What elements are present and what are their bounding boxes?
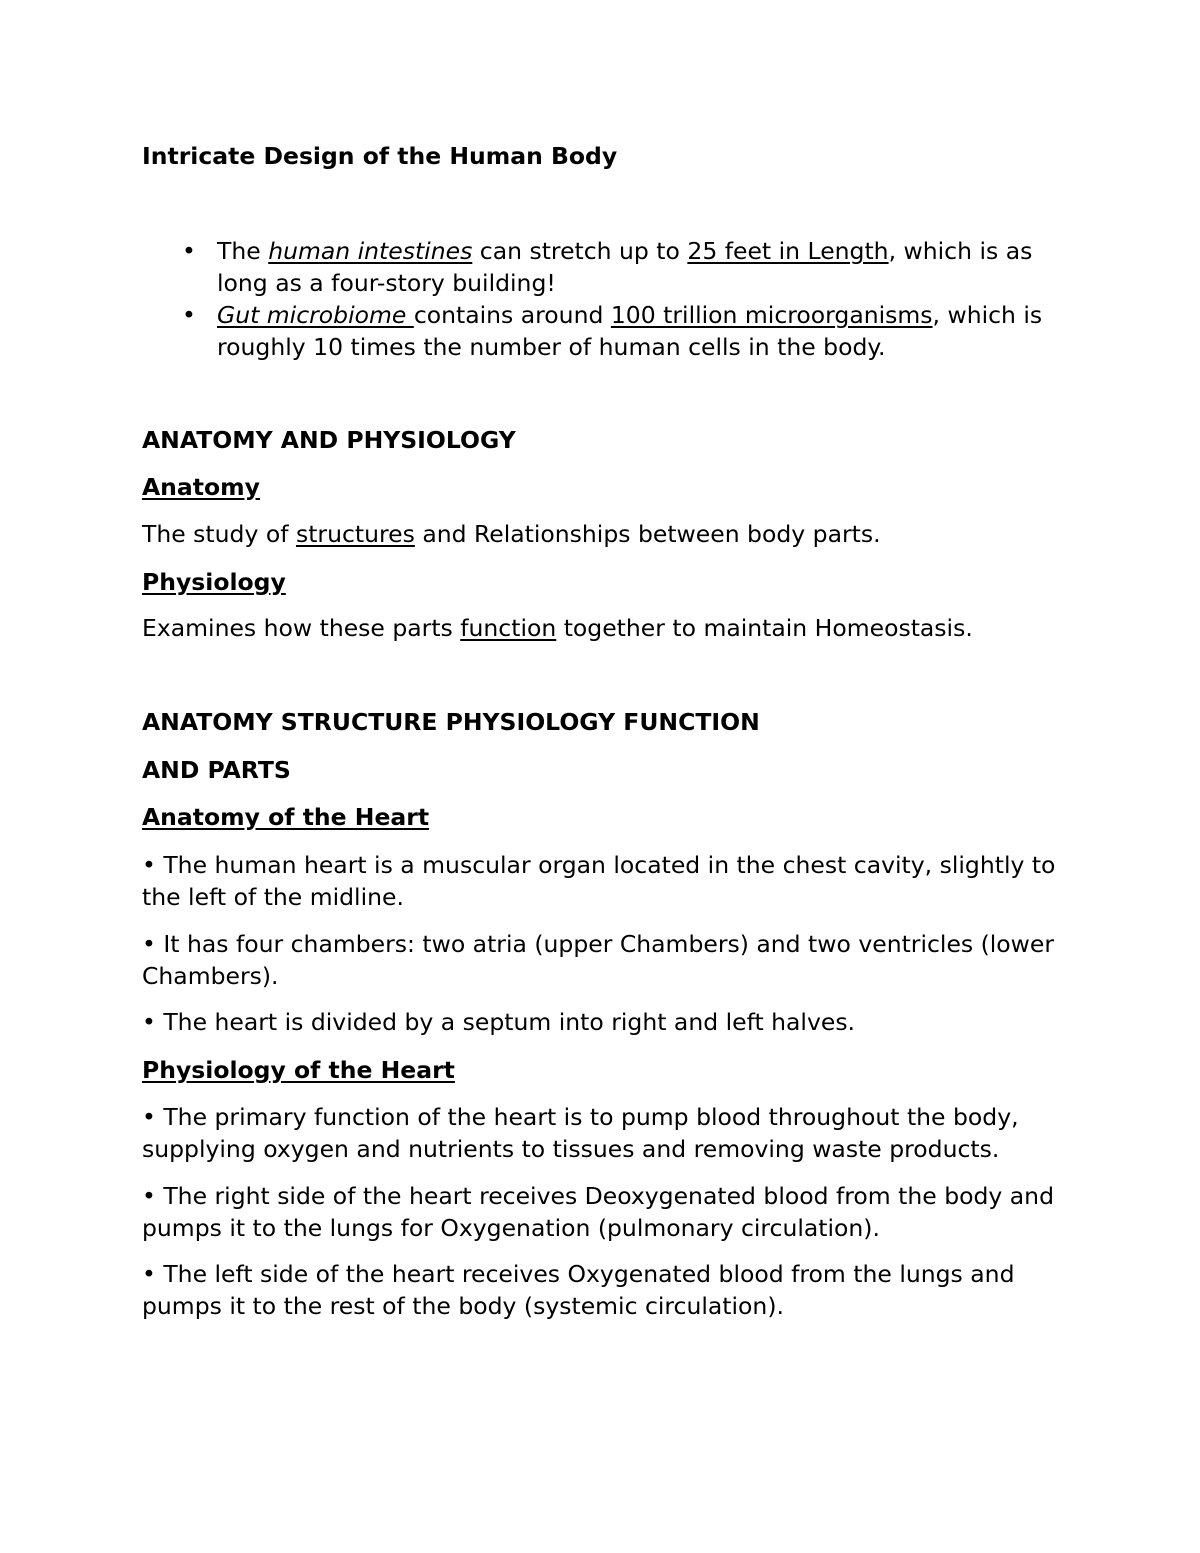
bullet-dot-icon: • [182,301,196,329]
anatomy-of-heart-heading: Anatomy of the Heart [142,803,430,831]
physiology-heading: Physiology [142,568,286,596]
list-item: • Gut microbiome contains around 100 trillion microorganisms, which is roughly 10 times the number of human cells in the body. [182,301,1043,361]
list-item: • The right side of the heart receives Deoxygenated blood from the body and pumps it to the lungs for Oxygenation (pulmonary circulation). [142,1182,1054,1242]
physiology-of-heart-heading: Physiology of the Heart [142,1056,455,1084]
list-item: • The human heart is a muscular organ located in the chest cavity, slightly to the left of the midline. [142,851,1056,911]
physiology-definition: Examines how these parts function together to maintain Homeostasis. [142,614,973,642]
list-item: • The left side of the heart receives Oxygenated blood from the lungs and pumps it to the rest of the body (systemic circulation). [142,1260,1015,1320]
bullet-dot-icon: • [182,237,196,265]
fact-bullet-list [142,235,1067,363]
anatomy-heading: Anatomy [142,473,260,501]
list-item: • The human intestines can stretch up to 25 feet in Length, which is as long as a four-story building! [182,237,1033,297]
section-heading-continued: AND PARTS [142,756,291,784]
list-item: • The primary function of the heart is to pump blood throughout the body, supplying oxygen and nutrients to tissues and removing waste products. [142,1103,1019,1163]
anatomy-definition: The study of structures and Relationships between body parts. [142,520,881,548]
document-title: Intricate Design of the Human Body [142,142,618,170]
list-item: • The heart is divided by a septum into right and left halves. [142,1008,856,1036]
section-heading: ANATOMY AND PHYSIOLOGY [142,426,516,454]
section-heading: ANATOMY STRUCTURE PHYSIOLOGY FUNCTION [142,708,760,736]
list-item: • It has four chambers: two atria (upper Chambers) and two ventricles (lower Chambers). [142,930,1055,990]
